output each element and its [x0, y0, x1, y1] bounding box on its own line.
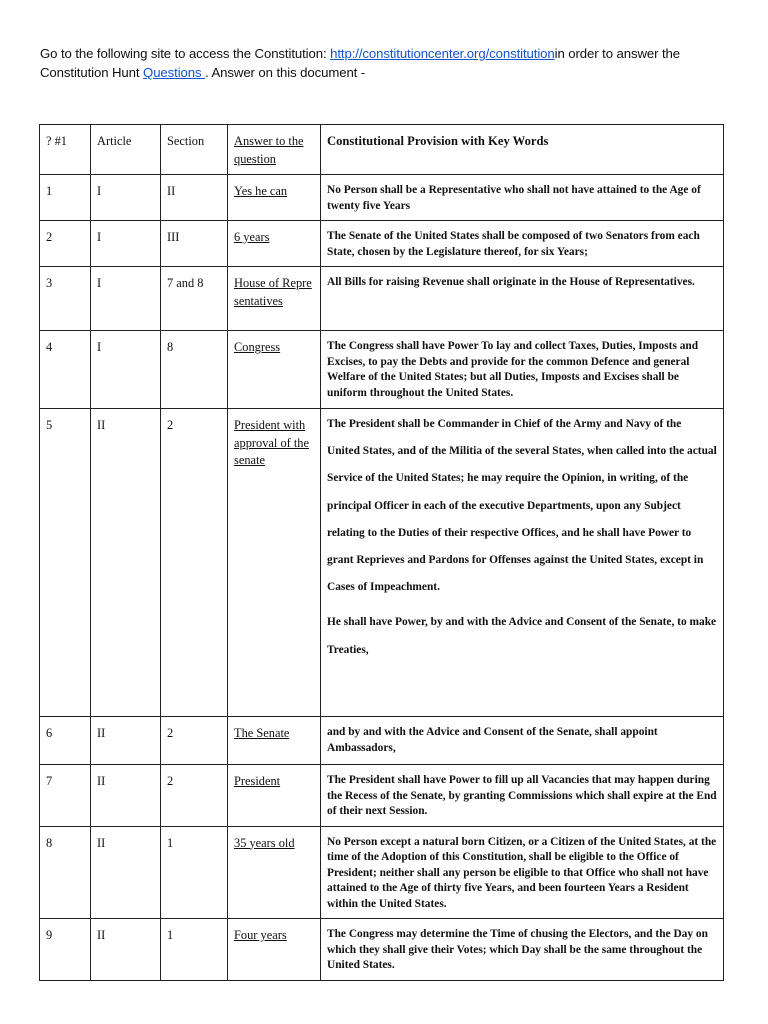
cell-section: III: [161, 221, 228, 267]
cell-answer: 35 years old: [228, 826, 321, 919]
cell-provision: [321, 409, 724, 717]
cell-section: 2: [161, 717, 228, 765]
cell-section: 1: [161, 919, 228, 981]
cell-article: I: [91, 331, 161, 409]
table-header-row: [40, 125, 724, 175]
cell-section: 8: [161, 331, 228, 409]
cell-provision: No Person except a natural born Citizen, or a Citizen of the United States, at the time of the Adoption of this Constitution, shall be eligible to the Office of President; neither shall any person be eligible to that Office who shall not have attained to the Age of thirty five Years, and been fourteen Years a Resident within the United States.: [321, 826, 724, 919]
cell-answer: Four years: [228, 919, 321, 981]
cell-article: II: [91, 765, 161, 827]
provision-paragraph-commander: The President shall be Commander in Chief of the Army and Navy of the United States, and of the Militia of the several States, when called into the actual Service of the United States; he may require the Opinion, in writing, of the principal Officer in each of the executive Departments, upon any Subject relating to the Duties of their respective Offices, and he shall have Power to grant Reprieves and Pardons for Offenses against the United States, except in Cases of Impeachment.: [327, 418, 717, 594]
cell-provision: All Bills for raising Revenue shall originate in the House of Representatives.: [321, 267, 724, 331]
cell-provision: No Person shall be a Representative who shall not have attained to the Age of twenty five Years: [321, 175, 724, 221]
cell-section: 1: [161, 826, 228, 919]
cell-answer: President with approval of the senate: [228, 409, 321, 717]
cell-article: I: [91, 175, 161, 221]
cell-answer: The Senate: [228, 717, 321, 765]
cell-section: 2: [161, 765, 228, 827]
table-row: [40, 409, 724, 717]
header-provision: Constitutional Provision with Key Words: [321, 125, 724, 175]
cell-article: II: [91, 717, 161, 765]
cell-question-number: 3: [40, 267, 91, 331]
cell-question-number: 1: [40, 175, 91, 221]
header-answer: Answer to the question: [228, 125, 321, 175]
cell-answer: Yes he can: [228, 175, 321, 221]
cell-article: II: [91, 826, 161, 919]
cell-answer: 6 years: [228, 221, 321, 267]
cell-answer: President: [228, 765, 321, 827]
cell-provision: The Senate of the United States shall be composed of two Senators from each State, chosen by the Legislature thereof, for six Years;: [321, 221, 724, 267]
header-section: Section: [161, 125, 228, 175]
cell-question-number: 8: [40, 826, 91, 919]
cell-question-number: 5: [40, 409, 91, 717]
cell-question-number: 4: [40, 331, 91, 409]
cell-answer: Congress: [228, 331, 321, 409]
table-row: [40, 826, 724, 919]
intro-paragraph: [40, 44, 740, 82]
cell-question-number: 7: [40, 765, 91, 827]
cell-article: I: [91, 267, 161, 331]
constitution-hunt-table: [39, 124, 724, 981]
cell-provision: The Congress shall have Power To lay and collect Taxes, Duties, Imposts and Excises, to pay the Debts and provide for the common Defence and general Welfare of the United States; but all Duties, Imposts and Excises shall be uniform throughout the United States.: [321, 331, 724, 409]
table-row: [40, 919, 724, 981]
cell-provision: The Congress may determine the Time of chusing the Electors, and the Day on which they shall give their Votes; which Day shall be the same throughout the United States.: [321, 919, 724, 981]
intro-text-end: . Answer on this document -: [205, 65, 366, 80]
cell-provision: The President shall have Power to fill up all Vacancies that may happen during the Recess of the Senate, by granting Commissions which shall expire at the End of their next Session.: [321, 765, 724, 827]
cell-answer: House of Representatives: [228, 267, 321, 331]
constitution-link[interactable]: http://constitutioncenter.org/constitution: [330, 46, 555, 61]
table-row: [40, 175, 724, 221]
cell-article: II: [91, 409, 161, 717]
cell-article: I: [91, 221, 161, 267]
intro-text-start: Go to the following site to access the Constitution:: [40, 46, 331, 61]
cell-question-number: 6: [40, 717, 91, 765]
table-row: [40, 717, 724, 765]
cell-section: 7 and 8: [161, 267, 228, 331]
table-row: [40, 267, 724, 331]
header-article: Article: [91, 125, 161, 175]
table-row: [40, 331, 724, 409]
cell-provision: and by and with the Advice and Consent of the Senate, shall appoint Ambassadors,: [321, 717, 724, 765]
questions-link[interactable]: Questions: [143, 65, 206, 80]
cell-question-number: 2: [40, 221, 91, 267]
provision-paragraph-treaties: He shall have Power, by and with the Advice and Consent of the Senate, to make Treaties,: [327, 616, 717, 656]
table-row: [40, 221, 724, 267]
cell-article: II: [91, 919, 161, 981]
cell-question-number: 9: [40, 919, 91, 981]
intro-text-middle: in order to answer the Constitution Hunt: [40, 46, 681, 80]
header-question-number: ? #1: [40, 125, 91, 175]
table-row: [40, 765, 724, 827]
cell-section: II: [161, 175, 228, 221]
cell-section: 2: [161, 409, 228, 717]
